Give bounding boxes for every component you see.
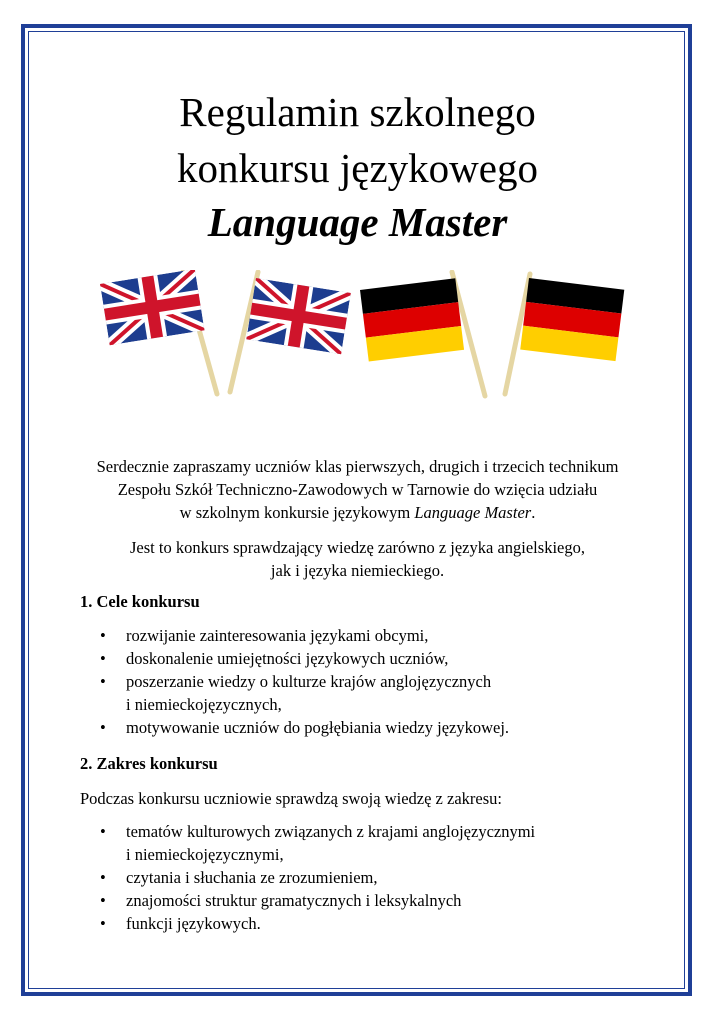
intro-line <box>60 501 655 524</box>
intro-paragraph-2 <box>60 536 655 582</box>
list-item-text: i niemieckojęzycznych, <box>126 695 282 714</box>
list-item-text: znajomości struktur gramatycznych i leksykalnych <box>126 891 462 910</box>
list-item <box>80 624 640 647</box>
list-item <box>80 912 640 935</box>
germany-flag-icon <box>505 274 624 394</box>
title-line-1: Regulamin szkolnego <box>179 89 536 135</box>
list-item <box>80 889 640 912</box>
bullet-icon: • <box>100 914 106 933</box>
list-item <box>80 647 640 670</box>
intro-line: Zespołu Szkół Techniczno-Zawodowych w Tarnowie do wzięcia udziału <box>117 480 598 499</box>
section-1-list <box>80 624 640 739</box>
intro-line: jak i języka niemieckiego. <box>270 561 445 580</box>
list-item <box>80 820 640 866</box>
intro-text: . <box>531 503 536 522</box>
list-item-text: funkcji językowych. <box>126 914 261 933</box>
title-line-3: Language Master <box>207 199 508 245</box>
section-2-list <box>80 820 640 935</box>
bullet-icon: • <box>100 891 106 910</box>
contest-name: Language Master <box>414 503 532 522</box>
bullet-icon: • <box>100 649 106 668</box>
list-item-text: rozwijanie zainteresowania językami obcymi, <box>126 626 429 645</box>
intro-line: Serdecznie zapraszamy uczniów klas pierwszych, drugich i trzecich technikum <box>96 457 619 476</box>
uk-flag-icon <box>230 272 351 392</box>
section-2-heading: 2. Zakres konkursu <box>80 754 218 773</box>
list-item-text: i niemieckojęzycznymi, <box>126 845 284 864</box>
list-item <box>80 866 640 889</box>
list-item <box>80 670 640 716</box>
section-1-heading: 1. Cele konkursu <box>80 592 200 611</box>
intro-line: Jest to konkurs sprawdzający wiedzę zarówno z języka angielskiego, <box>130 538 585 557</box>
flags-illustration <box>0 270 715 405</box>
bullet-icon: • <box>100 822 106 841</box>
list-item-text: motywowanie uczniów do pogłębiania wiedzy językowej. <box>126 718 510 737</box>
intro-text: w szkolnym konkursie językowym <box>179 503 415 522</box>
list-item-text: tematów kulturowych związanych z krajami anglojęzycznymi <box>126 822 536 841</box>
uk-flag-icon <box>100 270 217 394</box>
title-line-2: konkursu językowego <box>177 145 538 191</box>
germany-flag-icon <box>360 272 485 396</box>
bullet-icon: • <box>100 626 106 645</box>
intro-paragraph-1 <box>60 455 655 524</box>
list-item-text: czytania i słuchania ze zrozumieniem, <box>126 868 378 887</box>
list-item <box>80 716 640 739</box>
bullet-icon: • <box>100 718 106 737</box>
list-item-text: poszerzanie wiedzy o kulturze krajów anglojęzycznych <box>126 672 492 691</box>
bullet-icon: • <box>100 672 106 691</box>
list-item-text: doskonalenie umiejętności językowych uczniów, <box>126 649 449 668</box>
bullet-icon: • <box>100 868 106 887</box>
section-2-intro: Podczas konkursu uczniowie sprawdzą swoją wiedzę z zakresu: <box>80 789 502 808</box>
